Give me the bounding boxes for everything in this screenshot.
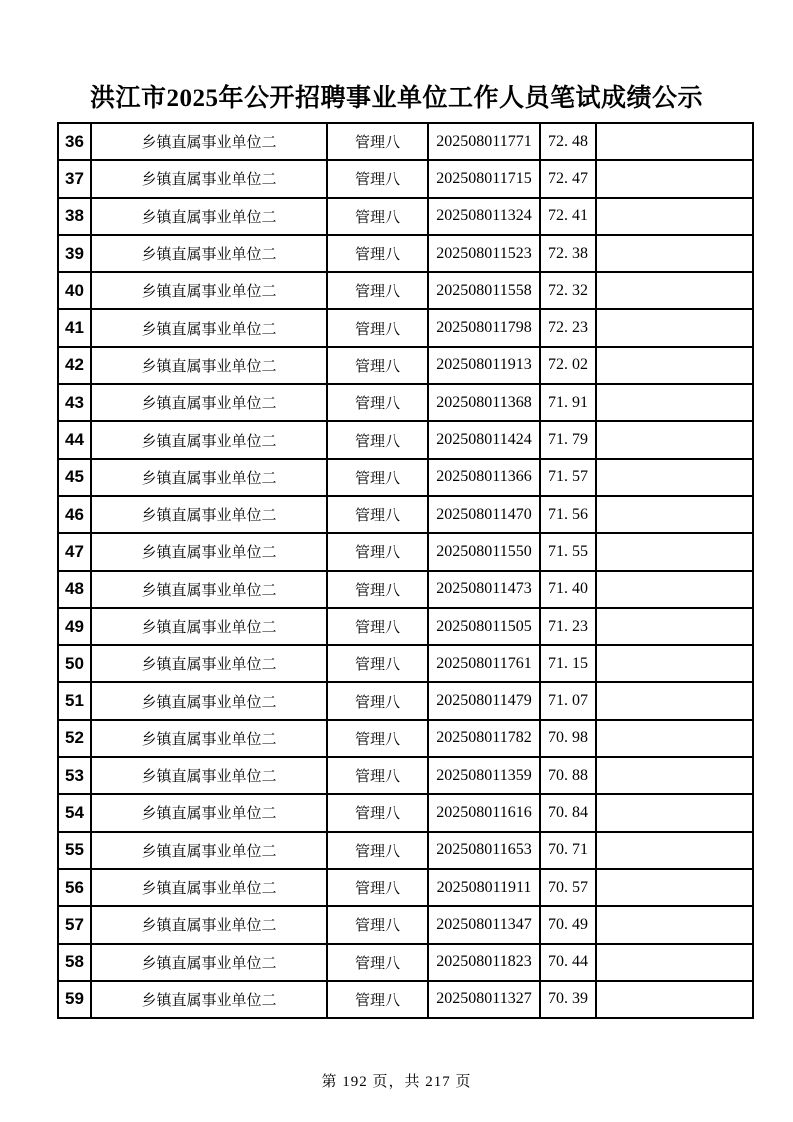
table-row (58, 906, 753, 943)
candidate-number-cell: 202508011913 (428, 347, 540, 384)
candidate-number-cell: 202508011616 (428, 794, 540, 831)
position-cell: 管理八 (327, 869, 428, 906)
candidate-number-cell: 202508011771 (428, 123, 540, 160)
unit-name-cell: 乡镇直属事业单位二 (91, 309, 327, 346)
position-cell: 管理八 (327, 309, 428, 346)
row-number-cell: 43 (58, 384, 91, 421)
unit-name-cell: 乡镇直属事业单位二 (91, 906, 327, 943)
table-row (58, 682, 753, 719)
row-number-cell: 58 (58, 944, 91, 981)
row-number-cell: 51 (58, 682, 91, 719)
position-cell: 管理八 (327, 533, 428, 570)
unit-name-cell: 乡镇直属事业单位二 (91, 832, 327, 869)
row-number-cell: 49 (58, 608, 91, 645)
table-row (58, 794, 753, 831)
score-cell: 72. 47 (540, 160, 596, 197)
unit-name-cell: 乡镇直属事业单位二 (91, 608, 327, 645)
score-cell: 71. 23 (540, 608, 596, 645)
remark-cell (596, 309, 753, 346)
position-cell: 管理八 (327, 608, 428, 645)
table-row (58, 347, 753, 384)
position-cell: 管理八 (327, 832, 428, 869)
remark-cell (596, 720, 753, 757)
table-row (58, 309, 753, 346)
remark-cell (596, 645, 753, 682)
row-number-cell: 48 (58, 571, 91, 608)
candidate-number-cell: 202508011505 (428, 608, 540, 645)
row-number-cell: 50 (58, 645, 91, 682)
page-title: 洪江市2025年公开招聘事业单位工作人员笔试成绩公示 (89, 85, 703, 112)
table-row (58, 869, 753, 906)
row-number-cell: 41 (58, 309, 91, 346)
table-row (58, 123, 753, 160)
remark-cell (596, 832, 753, 869)
table-row (58, 272, 753, 309)
score-cell: 71. 40 (540, 571, 596, 608)
row-number-cell: 38 (58, 198, 91, 235)
candidate-number-cell: 202508011359 (428, 757, 540, 794)
position-cell: 管理八 (327, 944, 428, 981)
position-cell: 管理八 (327, 235, 428, 272)
candidate-number-cell: 202508011715 (428, 160, 540, 197)
unit-name-cell: 乡镇直属事业单位二 (91, 869, 327, 906)
table-row (58, 459, 753, 496)
score-cell: 70. 98 (540, 720, 596, 757)
table-row (58, 832, 753, 869)
position-cell: 管理八 (327, 421, 428, 458)
unit-name-cell: 乡镇直属事业单位二 (91, 944, 327, 981)
unit-name-cell: 乡镇直属事业单位二 (91, 757, 327, 794)
page-footer: 第 192 页，共 217 页 (321, 1074, 472, 1090)
position-cell: 管理八 (327, 496, 428, 533)
table-row (58, 720, 753, 757)
score-cell: 70. 49 (540, 906, 596, 943)
row-number-cell: 47 (58, 533, 91, 570)
remark-cell (596, 869, 753, 906)
candidate-number-cell: 202508011798 (428, 309, 540, 346)
candidate-number-cell: 202508011327 (428, 981, 540, 1018)
position-cell: 管理八 (327, 682, 428, 719)
unit-name-cell: 乡镇直属事业单位二 (91, 272, 327, 309)
unit-name-cell: 乡镇直属事业单位二 (91, 384, 327, 421)
candidate-number-cell: 202508011523 (428, 235, 540, 272)
row-number-cell: 39 (58, 235, 91, 272)
score-cell: 72. 48 (540, 123, 596, 160)
position-cell: 管理八 (327, 906, 428, 943)
score-cell: 70. 84 (540, 794, 596, 831)
score-table-body (58, 123, 753, 1018)
score-cell: 70. 39 (540, 981, 596, 1018)
row-number-cell: 59 (58, 981, 91, 1018)
score-cell: 71. 57 (540, 459, 596, 496)
remark-cell (596, 459, 753, 496)
score-table (57, 122, 754, 1019)
candidate-number-cell: 202508011550 (428, 533, 540, 570)
unit-name-cell: 乡镇直属事业单位二 (91, 421, 327, 458)
position-cell: 管理八 (327, 757, 428, 794)
table-row (58, 496, 753, 533)
remark-cell (596, 496, 753, 533)
score-cell: 70. 88 (540, 757, 596, 794)
table-row (58, 384, 753, 421)
candidate-number-cell: 202508011911 (428, 869, 540, 906)
position-cell: 管理八 (327, 459, 428, 496)
remark-cell (596, 571, 753, 608)
table-row (58, 981, 753, 1018)
unit-name-cell: 乡镇直属事业单位二 (91, 571, 327, 608)
unit-name-cell: 乡镇直属事业单位二 (91, 682, 327, 719)
table-row (58, 608, 753, 645)
unit-name-cell: 乡镇直属事业单位二 (91, 459, 327, 496)
table-row (58, 645, 753, 682)
unit-name-cell: 乡镇直属事业单位二 (91, 794, 327, 831)
row-number-cell: 40 (58, 272, 91, 309)
score-cell: 71. 91 (540, 384, 596, 421)
row-number-cell: 37 (58, 160, 91, 197)
remark-cell (596, 682, 753, 719)
candidate-number-cell: 202508011782 (428, 720, 540, 757)
row-number-cell: 46 (58, 496, 91, 533)
candidate-number-cell: 202508011368 (428, 384, 540, 421)
score-cell: 71. 56 (540, 496, 596, 533)
unit-name-cell: 乡镇直属事业单位二 (91, 198, 327, 235)
position-cell: 管理八 (327, 347, 428, 384)
score-cell: 71. 07 (540, 682, 596, 719)
remark-cell (596, 794, 753, 831)
table-row (58, 757, 753, 794)
unit-name-cell: 乡镇直属事业单位二 (91, 645, 327, 682)
remark-cell (596, 160, 753, 197)
score-cell: 72. 32 (540, 272, 596, 309)
candidate-number-cell: 202508011470 (428, 496, 540, 533)
remark-cell (596, 384, 753, 421)
candidate-number-cell: 202508011366 (428, 459, 540, 496)
remark-cell (596, 757, 753, 794)
table-row (58, 571, 753, 608)
score-cell: 72. 23 (540, 309, 596, 346)
remark-cell (596, 981, 753, 1018)
unit-name-cell: 乡镇直属事业单位二 (91, 235, 327, 272)
remark-cell (596, 944, 753, 981)
unit-name-cell: 乡镇直属事业单位二 (91, 347, 327, 384)
candidate-number-cell: 202508011324 (428, 198, 540, 235)
unit-name-cell: 乡镇直属事业单位二 (91, 533, 327, 570)
table-row (58, 421, 753, 458)
row-number-cell: 55 (58, 832, 91, 869)
row-number-cell: 42 (58, 347, 91, 384)
score-cell: 71. 15 (540, 645, 596, 682)
table-row (58, 160, 753, 197)
table-row (58, 533, 753, 570)
remark-cell (596, 533, 753, 570)
unit-name-cell: 乡镇直属事业单位二 (91, 123, 327, 160)
position-cell: 管理八 (327, 720, 428, 757)
score-cell: 72. 02 (540, 347, 596, 384)
position-cell: 管理八 (327, 272, 428, 309)
row-number-cell: 56 (58, 869, 91, 906)
position-cell: 管理八 (327, 645, 428, 682)
score-cell: 70. 71 (540, 832, 596, 869)
row-number-cell: 53 (58, 757, 91, 794)
candidate-number-cell: 202508011558 (428, 272, 540, 309)
table-row (58, 944, 753, 981)
candidate-number-cell: 202508011473 (428, 571, 540, 608)
candidate-number-cell: 202508011479 (428, 682, 540, 719)
candidate-number-cell: 202508011823 (428, 944, 540, 981)
remark-cell (596, 235, 753, 272)
table-row (58, 235, 753, 272)
unit-name-cell: 乡镇直属事业单位二 (91, 981, 327, 1018)
remark-cell (596, 906, 753, 943)
position-cell: 管理八 (327, 571, 428, 608)
remark-cell (596, 272, 753, 309)
unit-name-cell: 乡镇直属事业单位二 (91, 720, 327, 757)
remark-cell (596, 347, 753, 384)
remark-cell (596, 198, 753, 235)
remark-cell (596, 123, 753, 160)
unit-name-cell: 乡镇直属事业单位二 (91, 160, 327, 197)
row-number-cell: 54 (58, 794, 91, 831)
score-cell: 70. 44 (540, 944, 596, 981)
position-cell: 管理八 (327, 160, 428, 197)
position-cell: 管理八 (327, 384, 428, 421)
position-cell: 管理八 (327, 981, 428, 1018)
position-cell: 管理八 (327, 794, 428, 831)
row-number-cell: 36 (58, 123, 91, 160)
remark-cell (596, 421, 753, 458)
position-cell: 管理八 (327, 123, 428, 160)
candidate-number-cell: 202508011347 (428, 906, 540, 943)
row-number-cell: 52 (58, 720, 91, 757)
row-number-cell: 45 (58, 459, 91, 496)
table-row (58, 198, 753, 235)
score-cell: 70. 57 (540, 869, 596, 906)
score-cell: 72. 41 (540, 198, 596, 235)
candidate-number-cell: 202508011761 (428, 645, 540, 682)
score-cell: 71. 55 (540, 533, 596, 570)
score-cell: 71. 79 (540, 421, 596, 458)
remark-cell (596, 608, 753, 645)
score-cell: 72. 38 (540, 235, 596, 272)
candidate-number-cell: 202508011424 (428, 421, 540, 458)
candidate-number-cell: 202508011653 (428, 832, 540, 869)
row-number-cell: 44 (58, 421, 91, 458)
position-cell: 管理八 (327, 198, 428, 235)
unit-name-cell: 乡镇直属事业单位二 (91, 496, 327, 533)
row-number-cell: 57 (58, 906, 91, 943)
